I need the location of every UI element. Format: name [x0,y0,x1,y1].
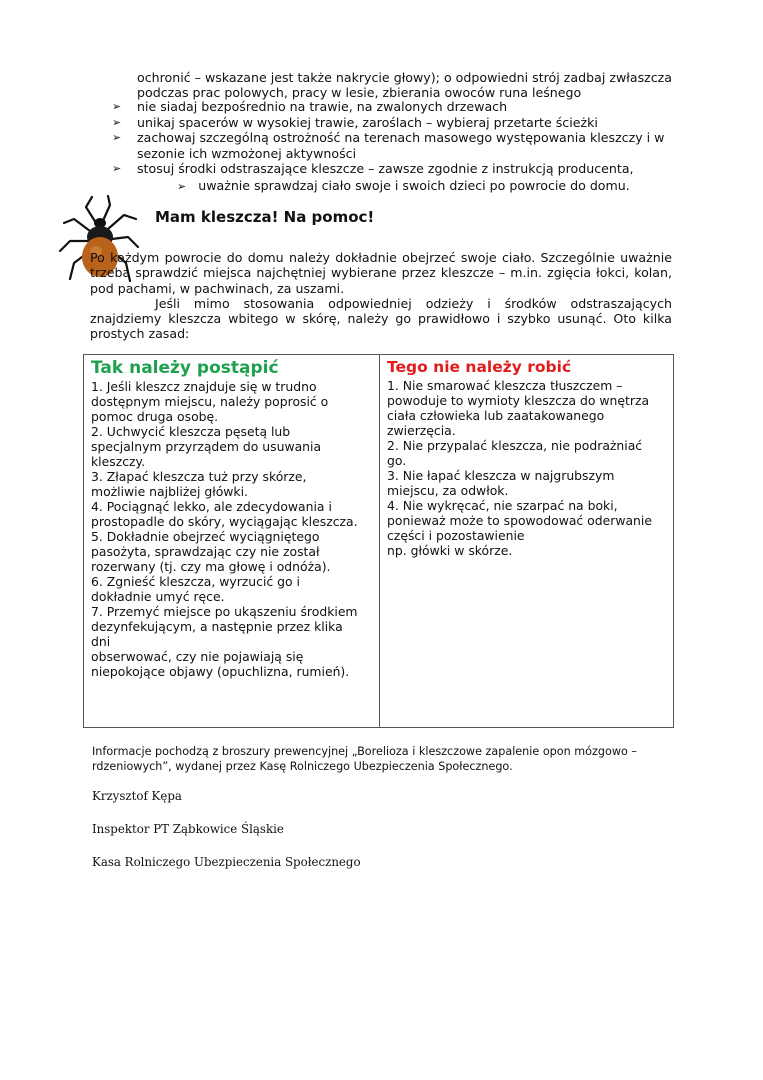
intro-continuation: ochronić – wskazane jest także nakrycie głowy); o odpowiedni strój zadbaj zwłaszcza podczas prac polowych, pracy w lesie, zbierania owoców runa leśnego [137,70,672,100]
list-item [112,161,674,177]
author-name: Krzysztof Kępa [92,789,182,803]
dont-column [387,355,667,558]
author-position: Inspektor PT Ząbkowice Śląskie [92,822,284,836]
arrow-bullet-icon: ➢ [112,115,122,129]
paragraph-2: Jeśli mimo stosowania odpowiedniej odzieży i środków odstraszających znajdziemy kleszcza wbitego w skórę, należy go prawidłowo i szybko usunąć. Oto kilka prostych zasad: [90,295,672,342]
section-paragraph [90,250,672,342]
list-item-text: unikaj spacerów w wysokiej trawie, zaroślach – wybieraj przetarte ścieżki [137,114,598,130]
author-institution: Kasa Rolniczego Ubezpieczenia Społecznego [92,855,361,869]
paragraph-1: Po każdym powrocie do domu należy dokładnie obejrzeć swoje ciało. Szczególnie uważnie trzeba sprawdzić miejsca najchętniej wybierane przez kleszcze – m.in. zgięcia łokci, kolan, pod pachami, w pachwinach, za uszami. [90,250,672,296]
arrow-bullet-icon: ➢ [112,131,122,144]
list-item-text: stosuj środki odstraszające kleszcze – zawsze zgodnie z instrukcją producenta, [137,161,634,176]
list-item [112,130,674,161]
dont-text: 1. Nie smarować kleszcza tłuszczem – powoduje to wymioty kleszcza do wnętrza ciała człowieka lub zaatakowanego zwierzęcia. 2. Nie przypalać kleszcza, nie podrażniać go. 3. Nie łapać kleszcza w najgrubszym miejscu, za odwłok. 4. Nie wykręcać, nie szarpać na boki, ponieważ może to spowodować oderwanie części i pozostawienie np. główki w skórze. [387,378,652,558]
rules-table [83,354,674,728]
list-item [112,99,674,115]
do-column [91,355,371,679]
sub-list-item-text: uważnie sprawdzaj ciało swoje i swoich dzieci po powrocie do domu. [198,178,630,193]
source-note: Informacje pochodzą z broszury prewencyjnej „Borelioza i kleszczowe zapalenie opon mózgowo – rdzeniowych”, wydanej przez Kasę Rolniczego Ubezpieczenia Społecznego. [92,745,637,773]
list-item [112,115,674,131]
section-title: Mam kleszcza! Na pomoc! [155,208,375,226]
list-item-text: nie siadaj bezpośrednio na trawie, na zwalonych drzewach [137,99,508,114]
do-title: Tak należy postąpić [91,358,279,378]
sub-list-item [177,178,630,194]
arrow-bullet-icon: ➢ [112,100,122,113]
arrow-bullet-icon: ➢ [177,180,187,193]
column-divider [379,355,380,727]
list-item-text: zachowaj szczególną ostrożność na terenach masowego występowania kleszczy i w sezonie ich wzmożonej aktywności [137,130,665,161]
prevention-list [112,99,674,177]
dont-title: Tego nie należy robić [387,358,572,376]
do-text: 1. Jeśli kleszcz znajduje się w trudno dostępnym miejscu, należy poprosić o pomoc druga osobę. 2. Uchwycić kleszcza pęsetą lub specjalnym przyrządem do usuwania kleszczy. 3. Złapać kleszcza tuż przy skórze, możliwie najbliżej główki. 4. Pociągnąć lekko, ale zdecydowania i prostopadle do skóry, wyciągając kleszcza. 5. Dokładnie obejrzeć wyciągniętego pasożyta, sprawdzając czy nie został rozerwany (tj. czy ma głowę i odnóża). 6. Zgnieść kleszcza, wyrzucić go i dokładnie umyć ręce. 7. Przemyć miejsce po ukąszeniu środkiem dezynfekującym, a następnie przez klika dni obserwować, czy nie pojawiają się niepokojące objawy (opuchlizna, rumień). [91,379,358,679]
arrow-bullet-icon: ➢ [112,162,122,175]
